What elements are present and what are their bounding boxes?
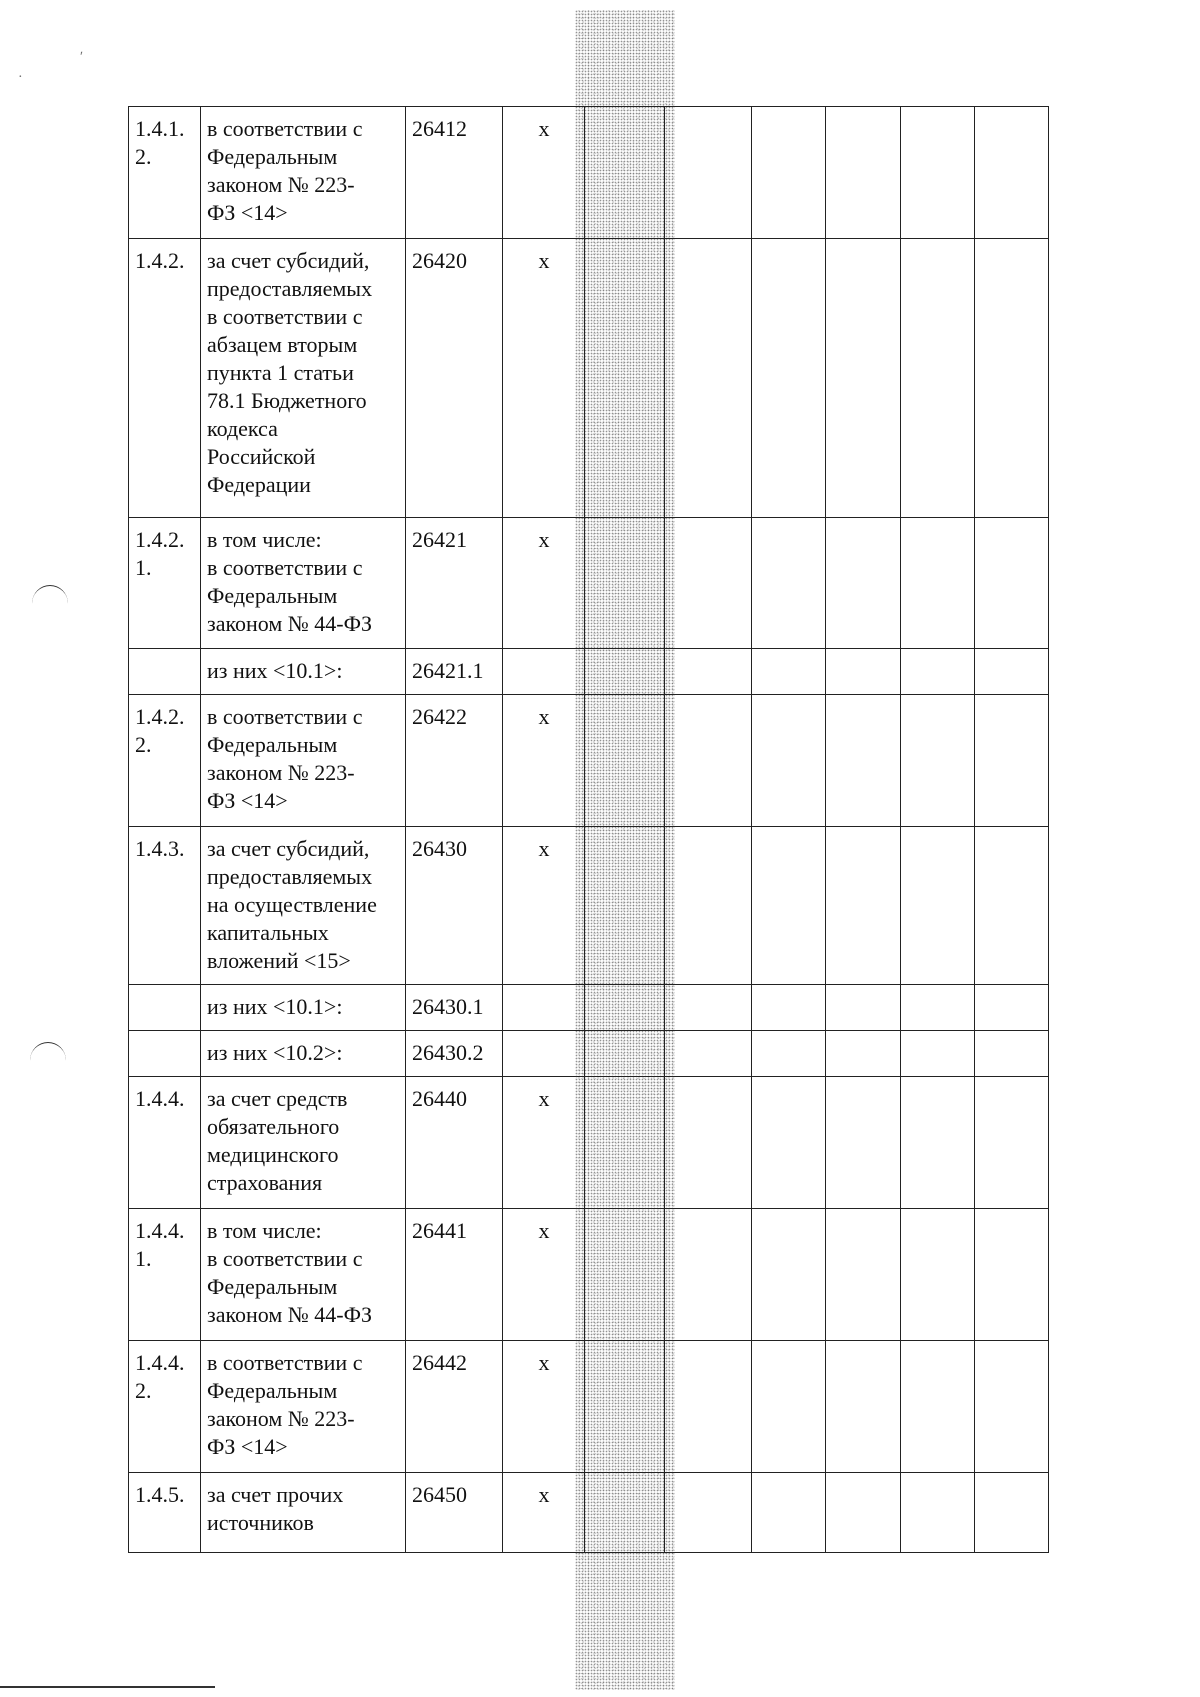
row-x-mark-cell: x [503, 1077, 585, 1209]
empty-value-cell [752, 518, 826, 649]
table-row [129, 695, 1049, 827]
empty-value-cell [665, 1341, 752, 1473]
empty-value-cell [752, 1341, 826, 1473]
row-description-cell: в том числе: в соответствии с Федеральным законом № 44-ФЗ [201, 518, 406, 649]
empty-value-cell [826, 107, 901, 239]
empty-value-cell [901, 1473, 975, 1553]
empty-value-cell [665, 695, 752, 827]
empty-value-cell [585, 1077, 665, 1209]
row-description-cell: за счет субсидий, предоставляемых в соответствии с абзацем вторым пункта 1 статьи 78.1 Бюджетного кодекса Российской Федерации [201, 239, 406, 518]
row-description-cell: в том числе: в соответствии с Федеральным законом № 44-ФЗ [201, 1209, 406, 1341]
empty-value-cell [585, 1209, 665, 1341]
empty-value-cell [975, 1077, 1049, 1209]
row-number-cell: 1.4.4. 2. [129, 1341, 201, 1473]
table-row [129, 1031, 1049, 1077]
empty-value-cell [826, 985, 901, 1031]
empty-value-cell [585, 1473, 665, 1553]
empty-value-cell [752, 1473, 826, 1553]
row-number-cell: 1.4.4. 1. [129, 1209, 201, 1341]
empty-value-cell [901, 107, 975, 239]
empty-value-cell [975, 1209, 1049, 1341]
row-code-cell: 26430.2 [406, 1031, 503, 1077]
punch-hole-mark [32, 585, 68, 622]
empty-value-cell [752, 649, 826, 695]
empty-value-cell [585, 827, 665, 985]
row-x-mark-cell: x [503, 1209, 585, 1341]
empty-value-cell [975, 1473, 1049, 1553]
empty-value-cell [901, 985, 975, 1031]
empty-value-cell [585, 985, 665, 1031]
table-row [129, 985, 1049, 1031]
table-row [129, 518, 1049, 649]
empty-value-cell [665, 985, 752, 1031]
row-description-cell: за счет прочих источников [201, 1473, 406, 1553]
row-code-cell: 26450 [406, 1473, 503, 1553]
row-code-cell: 26430.1 [406, 985, 503, 1031]
empty-value-cell [975, 1341, 1049, 1473]
empty-value-cell [826, 1209, 901, 1341]
empty-value-cell [826, 518, 901, 649]
empty-value-cell [901, 1077, 975, 1209]
empty-value-cell [665, 1031, 752, 1077]
table-row [129, 649, 1049, 695]
row-x-mark-cell: x [503, 518, 585, 649]
empty-value-cell [752, 107, 826, 239]
scan-speck: · [18, 70, 23, 85]
empty-value-cell [585, 1341, 665, 1473]
row-code-cell: 26420 [406, 239, 503, 518]
empty-value-cell [975, 518, 1049, 649]
scan-speck: ʹ [80, 50, 84, 65]
row-x-mark-cell [503, 985, 585, 1031]
empty-value-cell [752, 239, 826, 518]
row-code-cell: 26440 [406, 1077, 503, 1209]
empty-value-cell [975, 827, 1049, 985]
row-x-mark-cell: x [503, 239, 585, 518]
row-number-cell [129, 649, 201, 695]
empty-value-cell [826, 695, 901, 827]
row-number-cell: 1.4.4. [129, 1077, 201, 1209]
empty-value-cell [826, 1077, 901, 1209]
table-row [129, 1209, 1049, 1341]
row-description-cell: за счет средств обязательного медицинского страхования [201, 1077, 406, 1209]
budget-table [128, 106, 1049, 1553]
table-row [129, 239, 1049, 518]
empty-value-cell [901, 239, 975, 518]
empty-value-cell [665, 518, 752, 649]
empty-value-cell [975, 239, 1049, 518]
empty-value-cell [665, 1473, 752, 1553]
empty-value-cell [752, 1031, 826, 1077]
row-number-cell: 1.4.2. [129, 239, 201, 518]
row-code-cell: 26442 [406, 1341, 503, 1473]
row-code-cell: 26422 [406, 695, 503, 827]
row-x-mark-cell [503, 1031, 585, 1077]
empty-value-cell [752, 827, 826, 985]
empty-value-cell [901, 827, 975, 985]
row-description-cell: за счет субсидий, предоставляемых на осуществление капитальных вложений <15> [201, 827, 406, 985]
row-number-cell: 1.4.2. 1. [129, 518, 201, 649]
empty-value-cell [585, 695, 665, 827]
row-number-cell: 1.4.2. 2. [129, 695, 201, 827]
row-code-cell: 26441 [406, 1209, 503, 1341]
empty-value-cell [665, 107, 752, 239]
empty-value-cell [585, 239, 665, 518]
empty-value-cell [585, 518, 665, 649]
empty-value-cell [975, 649, 1049, 695]
table-row [129, 1077, 1049, 1209]
row-code-cell: 26421.1 [406, 649, 503, 695]
empty-value-cell [585, 107, 665, 239]
empty-value-cell [826, 1341, 901, 1473]
row-description-cell: из них <10.1>: [201, 985, 406, 1031]
table-row [129, 827, 1049, 985]
table-row [129, 1341, 1049, 1473]
empty-value-cell [585, 1031, 665, 1077]
punch-hole-mark [30, 1042, 66, 1079]
empty-value-cell [826, 649, 901, 695]
row-number-cell [129, 1031, 201, 1077]
row-description-cell: из них <10.1>: [201, 649, 406, 695]
empty-value-cell [901, 1209, 975, 1341]
empty-value-cell [752, 1077, 826, 1209]
empty-value-cell [665, 649, 752, 695]
row-x-mark-cell: x [503, 695, 585, 827]
row-description-cell: из них <10.2>: [201, 1031, 406, 1077]
empty-value-cell [665, 239, 752, 518]
table-row [129, 107, 1049, 239]
footnote-rule [0, 1686, 215, 1688]
row-x-mark-cell: x [503, 107, 585, 239]
empty-value-cell [826, 1473, 901, 1553]
empty-value-cell [826, 1031, 901, 1077]
row-number-cell [129, 985, 201, 1031]
row-x-mark-cell: x [503, 827, 585, 985]
empty-value-cell [975, 1031, 1049, 1077]
empty-value-cell [901, 695, 975, 827]
row-description-cell: в соответствии с Федеральным законом № 223- ФЗ <14> [201, 695, 406, 827]
empty-value-cell [826, 827, 901, 985]
row-x-mark-cell: x [503, 1473, 585, 1553]
empty-value-cell [585, 649, 665, 695]
row-number-cell: 1.4.3. [129, 827, 201, 985]
empty-value-cell [901, 649, 975, 695]
empty-value-cell [665, 1077, 752, 1209]
empty-value-cell [901, 1031, 975, 1077]
row-number-cell: 1.4.1. 2. [129, 107, 201, 239]
row-description-cell: в соответствии с Федеральным законом № 223- ФЗ <14> [201, 107, 406, 239]
row-x-mark-cell: x [503, 1341, 585, 1473]
row-x-mark-cell [503, 649, 585, 695]
empty-value-cell [665, 1209, 752, 1341]
empty-value-cell [975, 985, 1049, 1031]
row-code-cell: 26412 [406, 107, 503, 239]
empty-value-cell [901, 1341, 975, 1473]
empty-value-cell [826, 239, 901, 518]
empty-value-cell [752, 695, 826, 827]
empty-value-cell [665, 827, 752, 985]
empty-value-cell [901, 518, 975, 649]
row-code-cell: 26430 [406, 827, 503, 985]
row-code-cell: 26421 [406, 518, 503, 649]
table-body [129, 107, 1049, 1553]
row-number-cell: 1.4.5. [129, 1473, 201, 1553]
empty-value-cell [975, 107, 1049, 239]
row-description-cell: в соответствии с Федеральным законом № 223- ФЗ <14> [201, 1341, 406, 1473]
empty-value-cell [752, 985, 826, 1031]
table-row [129, 1473, 1049, 1553]
empty-value-cell [752, 1209, 826, 1341]
empty-value-cell [975, 695, 1049, 827]
